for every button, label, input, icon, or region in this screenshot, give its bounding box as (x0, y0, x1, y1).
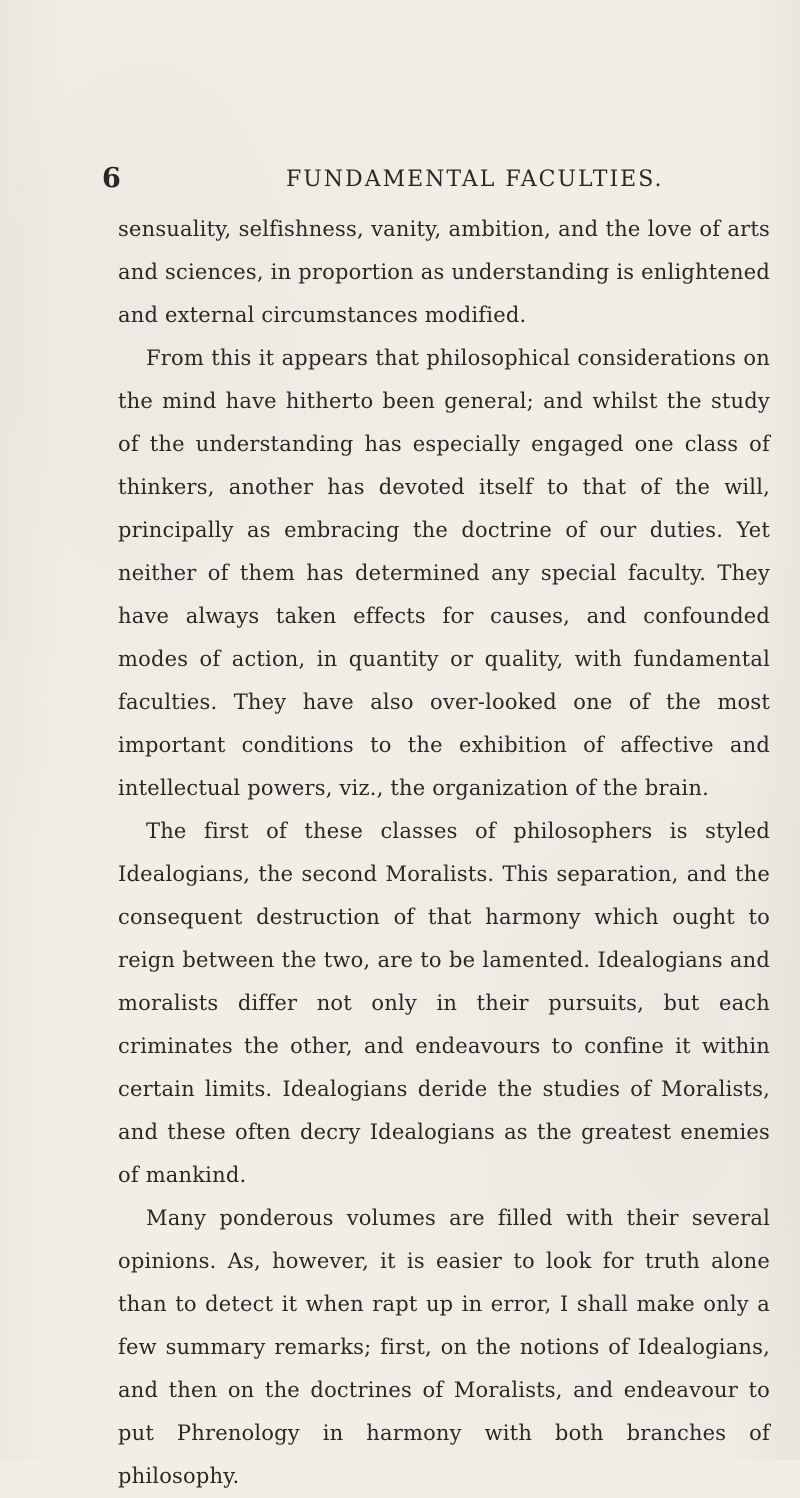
paragraph-1: sensuality, selfishness, vanity, ambition, and the love of arts and sciences, in proportion as understanding is enlightened and external circumstances modified. (118, 217, 770, 327)
paragraph-4: Many ponderous volumes are filled with their several opinions. As, however, it is easier to look for truth alone than to detect it when rapt up in error, I shall make only a few summary remarks; first, on the notions of Idealogians, and then on the doctrines of Moralists, and endeavour to put Phrenology in harmony with both branches of philosophy. (118, 1206, 770, 1488)
page-number: 6 (102, 163, 122, 194)
page-header (102, 163, 752, 197)
paragraph-3: The first of these classes of philosophers is styled Idealogians, the second Moralists. This separation, and the consequent destruction of that harmony which ought to reign between the two, are to be lamented. Idealogians and moralists differ not only in their pursuits, but each criminates the other, and endeavours to confine it within certain limits. Idealogians deride the studies of Moralists, and these often decry Idealogians as the greatest enemies of mankind. (118, 819, 770, 1187)
body-text (118, 208, 770, 1498)
running-title: FUNDAMENTAL FACULTIES. (286, 167, 664, 192)
paragraph-2: From this it appears that philosophical considerations on the mind have hitherto been general; and whilst the study of the understanding has especially engaged one class of thinkers, another has devoted itself to that of the will, principally as embracing the doctrine of our duties. Yet neither of them has determined any special faculty. They have always taken effects for causes, and confounded modes of action, in quantity or quality, with fundamental faculties. They have also over-looked one of the most important conditions to the exhibition of affective and intellectual powers, viz., the organization of the brain. (118, 346, 770, 800)
